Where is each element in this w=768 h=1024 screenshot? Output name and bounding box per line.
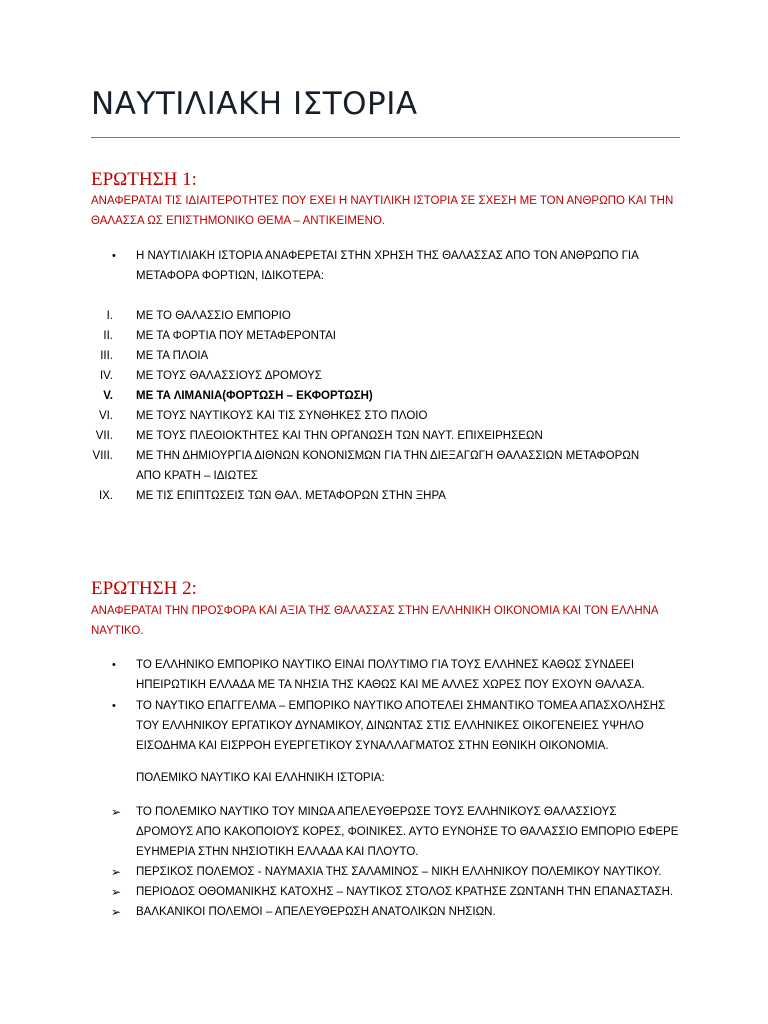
list-item-text bbox=[136, 486, 676, 506]
list-item-text bbox=[136, 426, 676, 446]
bullet-marker: • bbox=[112, 700, 116, 712]
list-number: VIII. bbox=[92, 450, 113, 462]
list-item-text bbox=[136, 655, 676, 695]
arrow-bullet-icon: ➢ bbox=[111, 905, 122, 919]
text-line: ΜΕ ΤΟΥΣ ΠΛΕΟΙΟΚΤΗΤΕΣ ΚΑΙ ΤΗΝ ΟΡΓΑΝΩΣΗ ΤΩΝ ΝΑΥΤ. ΕΠΙΧΕΙΡΗΣΕΩΝ bbox=[136, 430, 543, 442]
list-item-text bbox=[136, 326, 676, 346]
question-2-text bbox=[91, 601, 691, 641]
list-item-text bbox=[136, 306, 676, 326]
question-line: ΘΑΛΑΣΣΑ ΩΣ ΕΠΙΣΤΗΜΟΝΙΚΟ ΘΕΜΑ – ΑΝΤΙΚΕΙΜΕΝΟ. bbox=[91, 215, 386, 227]
text-line: ΜΕ ΤΙΣ ΕΠΙΠΤΩΣΕΙΣ ΤΩΝ ΘΑΛ. ΜΕΤΑΦΟΡΩΝ ΣΤΗΝ ΞΗΡΑ bbox=[136, 490, 446, 502]
text-line: ΜΕ ΤΑ ΦΟΡΤΙΑ ΠΟΥ ΜΕΤΑΦΕΡΟΝΤΑΙ bbox=[136, 330, 336, 342]
list-number: IV. bbox=[99, 370, 113, 382]
text-line: ΜΕ ΤΟΥΣ ΝΑΥΤΙΚΟΥΣ ΚΑΙ ΤΙΣ ΣΥΝΘΗΚΕΣ ΣΤΟ ΠΛΟΙΟ bbox=[136, 410, 428, 422]
list-item-text bbox=[136, 862, 696, 882]
text-line: ΕΙΣΟΔΗΜΑ ΚΑΙ ΕΙΣΡΡΟΗ ΕΥΕΡΓΕΤΙΚΟΥ ΣΥΝΑΛΛΑΓΜΑΤΟΣ ΣΤΗΝ ΕΘΝΙΚΗ ΟΙΚΟΝΟΜΙΑ. bbox=[136, 740, 609, 752]
text-line: Η ΝΑΥΤΙΛΙΑΚΗ ΙΣΤΟΡΙΑ ΑΝΑΦΕΡΕΤΑΙ ΣΤΗΝ ΧΡΗΣΗ ΤΗΣ ΘΑΛΑΣΣΑΣ ΑΠΟ ΤΟΝ ΑΝΘΡΩΠΟ ΓΙΑ bbox=[136, 250, 639, 262]
text-line: ΜΕ ΤΟ ΘΑΛΑΣΣΙΟ ΕΜΠΟΡΙΟ bbox=[136, 310, 291, 322]
text-line: ΜΕΤΑΦΟΡΑ ΦΟΡΤΙΩΝ, ΙΔΙΚΟΤΕΡΑ: bbox=[136, 270, 324, 282]
list-item-text bbox=[136, 902, 696, 922]
list-number: VII. bbox=[95, 430, 113, 442]
text-line: ΤΟΥ ΕΛΛΗΝΙΚΟΥ ΕΡΓΑΤΙΚΟΥ ΔΥΝΑΜΙΚΟΥ, ΔΙΝΩΝΤΑΣ ΣΤΙΣ ΕΛΛΗΝΙΚΕΣ ΟΙΚΟΓΕΝΕΙΕΣ ΥΨΗΛΟ bbox=[136, 720, 644, 732]
question-1-text bbox=[91, 191, 691, 231]
bullet-marker: • bbox=[112, 659, 116, 671]
section-subheading: ΠΟΛΕΜΙΚΟ ΝΑΥΤΙΚΟ ΚΑΙ ΕΛΛΗΝΙΚΗ ΙΣΤΟΡΙΑ: bbox=[136, 772, 385, 784]
question-line: ΝΑΥΤΙΚΟ. bbox=[91, 625, 144, 637]
text-line: ΤΟ ΕΛΛΗΝΙΚΟ ΕΜΠΟΡΙΚΟ ΝΑΥΤΙΚΟ ΕΙΝΑΙ ΠΟΛΥΤΙΜΟ ΓΙΑ ΤΟΥΣ ΕΛΛΗΝΕΣ ΚΑΘΩΣ ΣΥΝΔΕΕΙ bbox=[136, 659, 635, 671]
text-line: ΜΕ ΤΗΝ ΔΗΜΙΟΥΡΓΙΑ ΔΙΘΝΩΝ ΚΟΝΟΝΙΣΜΩΝ ΓΙΑ ΤΗΝ ΔΙΕΞΑΓΩΓΗ ΘΑΛΑΣΣΙΩΝ ΜΕΤΑΦΟΡΩΝ bbox=[136, 450, 640, 462]
bullet-marker: • bbox=[112, 250, 116, 262]
text-line: ΑΠΟ ΚΡΑΤΗ – ΙΔΙΩΤΕΣ bbox=[136, 470, 259, 482]
text-line: ΗΠΕΙΡΩΤΙΚΗ ΕΛΛΑΔΑ ΜΕ ΤΑ ΝΗΣΙΑ ΤΗΣ ΚΑΘΩΣ ΚΑΙ ΜΕ ΑΛΛΕΣ ΧΩΡΕΣ ΠΟΥ ΕΧΟΥΝ ΘΑΛΑΣΑ. bbox=[136, 679, 645, 691]
question-2-heading: ΕΡΩΤΗΣΗ 2: bbox=[91, 578, 197, 599]
list-item-text bbox=[136, 346, 676, 366]
text-line: ΜΕ ΤΟΥΣ ΘΑΛΑΣΣΙΟΥΣ ΔΡΟΜΟΥΣ bbox=[136, 370, 322, 382]
page-title: ΝΑΥΤΙΛΙΑΚΗ ΙΣΤΟΡΙΑ bbox=[91, 86, 418, 122]
list-item-text bbox=[136, 446, 676, 486]
text-line: ΤΟ ΝΑΥΤΙΚΟ ΕΠΑΓΓΕΛΜΑ – ΕΜΠΟΡΙΚΟ ΝΑΥΤΙΚΟ ΑΠΟΤΕΛΕΙ ΣΗΜΑΝΤΙΚΟ ΤΟΜΕΑ ΑΠΑΣΧΟΛΗΣΗΣ bbox=[136, 700, 666, 712]
arrow-bullet-icon: ➢ bbox=[111, 865, 122, 879]
question-line: ΑΝΑΦΕΡΑΤΑΙ ΤΗΝ ΠΡΟΣΦΟΡΑ ΚΑΙ ΑΞΙΑ ΤΗΣ ΘΑΛΑΣΣΑΣ ΣΤΗΝ ΕΛΛΗΝΙΚΗ ΟΙΚΟΝΟΜΙΑ ΚΑΙ ΤΟΝ ΕΛΛΗΝΑ bbox=[91, 605, 659, 617]
list-item-text bbox=[136, 802, 696, 862]
arrow-bullet-icon: ➢ bbox=[111, 885, 122, 899]
text-line: ΠΕΡΣΙΚΟΣ ΠΟΛΕΜΟΣ - ΝΑΥΜΑΧΙΑ ΤΗΣ ΣΑΛΑΜΙΝΟΣ – ΝΙΚΗ ΕΛΛΗΝΙΚΟΥ ΠΟΛΕΜΙΚΟΥ ΝΑΥΤΙΚΟΥ. bbox=[136, 866, 662, 878]
list-number: V. bbox=[103, 390, 113, 402]
list-number: IX. bbox=[98, 490, 113, 502]
list-item-text bbox=[136, 246, 676, 286]
question-line: ΑΝΑΦΕΡΑΤΑΙ ΤΙΣ ΙΔΙΑΙΤΕΡΟΤΗΤΕΣ ΠΟΥ ΕΧΕΙ Η ΝΑΥΤΙΛΙΚΗ ΙΣΤΟΡΙΑ ΣΕ ΣΧΕΣΗ ΜΕ ΤΟΝ ΑΝΘΡΩΠΟ ΚΑΙ ΤΗΝ bbox=[91, 195, 674, 207]
text-line: ΔΡΟΜΟΥΣ ΑΠΟ ΚΑΚΟΠΟΙΟΥΣ ΚΟΡΕΣ, ΦΟΙΝΙΚΕΣ. ΑΥΤΟ ΕΥΝΟΗΣΕ ΤΟ ΘΑΛΑΣΣΙΟ ΕΜΠΟΡΙΟ ΕΦΕΡΕ bbox=[136, 826, 679, 838]
text-line: ΕΥΗΜΕΡΙΑ ΣΤΗΝ ΝΗΣΙΟΤΙΚΗ ΕΛΛΑΔΑ ΚΑΙ ΠΛΟΥΤΟ. bbox=[136, 846, 419, 858]
list-number: VI. bbox=[98, 410, 113, 422]
list-number: III. bbox=[100, 350, 113, 362]
text-line: ΤΟ ΠΟΛΕΜΙΚΟ ΝΑΥΤΙΚΟ ΤΟΥ ΜΙΝΩΑ ΑΠΕΛΕΥΘΕΡΩΣΕ ΤΟΥΣ ΕΛΛΗΝΙΚΟΥΣ ΘΑΛΑΣΣΙΟΥΣ bbox=[136, 806, 617, 818]
list-item-text bbox=[136, 882, 696, 902]
title-divider bbox=[91, 137, 680, 138]
list-number: I. bbox=[106, 310, 113, 322]
text-line: ΒΑΛΚΑΝΙΚΟΙ ΠΟΛΕΜΟΙ – ΑΠΕΛΕΥΘΕΡΩΣΗ ΑΝΑΤΟΛΙΚΩΝ ΝΗΣΙΩΝ. bbox=[136, 906, 496, 918]
list-number: II. bbox=[103, 330, 113, 342]
arrow-bullet-icon: ➢ bbox=[111, 805, 122, 819]
list-item-text bbox=[136, 696, 676, 756]
list-item-text bbox=[136, 406, 676, 426]
question-1-heading: ΕΡΩΤΗΣΗ 1: bbox=[91, 169, 197, 190]
text-line: ΜΕ ΤΑ ΠΛΟΙΑ bbox=[136, 350, 209, 362]
text-line: ΠΕΡΙΟΔΟΣ ΟΘΟΜΑΝΙΚΗΣ ΚΑΤΟΧΗΣ – ΝΑΥΤΙΚΟΣ ΣΤΟΛΟΣ ΚΡΑΤΗΣΕ ΖΩΝΤΑΝΗ ΤΗΝ ΕΠΑΝΑΣΤΑΣΗ. bbox=[136, 886, 674, 898]
list-item-text bbox=[136, 366, 676, 386]
text-line: ΜΕ ΤΑ ΛΙΜΑΝΙΑ(ΦΟΡΤΩΣΗ – ΕΚΦΟΡΤΩΣΗ) bbox=[136, 390, 373, 402]
list-item-text bbox=[136, 386, 676, 406]
